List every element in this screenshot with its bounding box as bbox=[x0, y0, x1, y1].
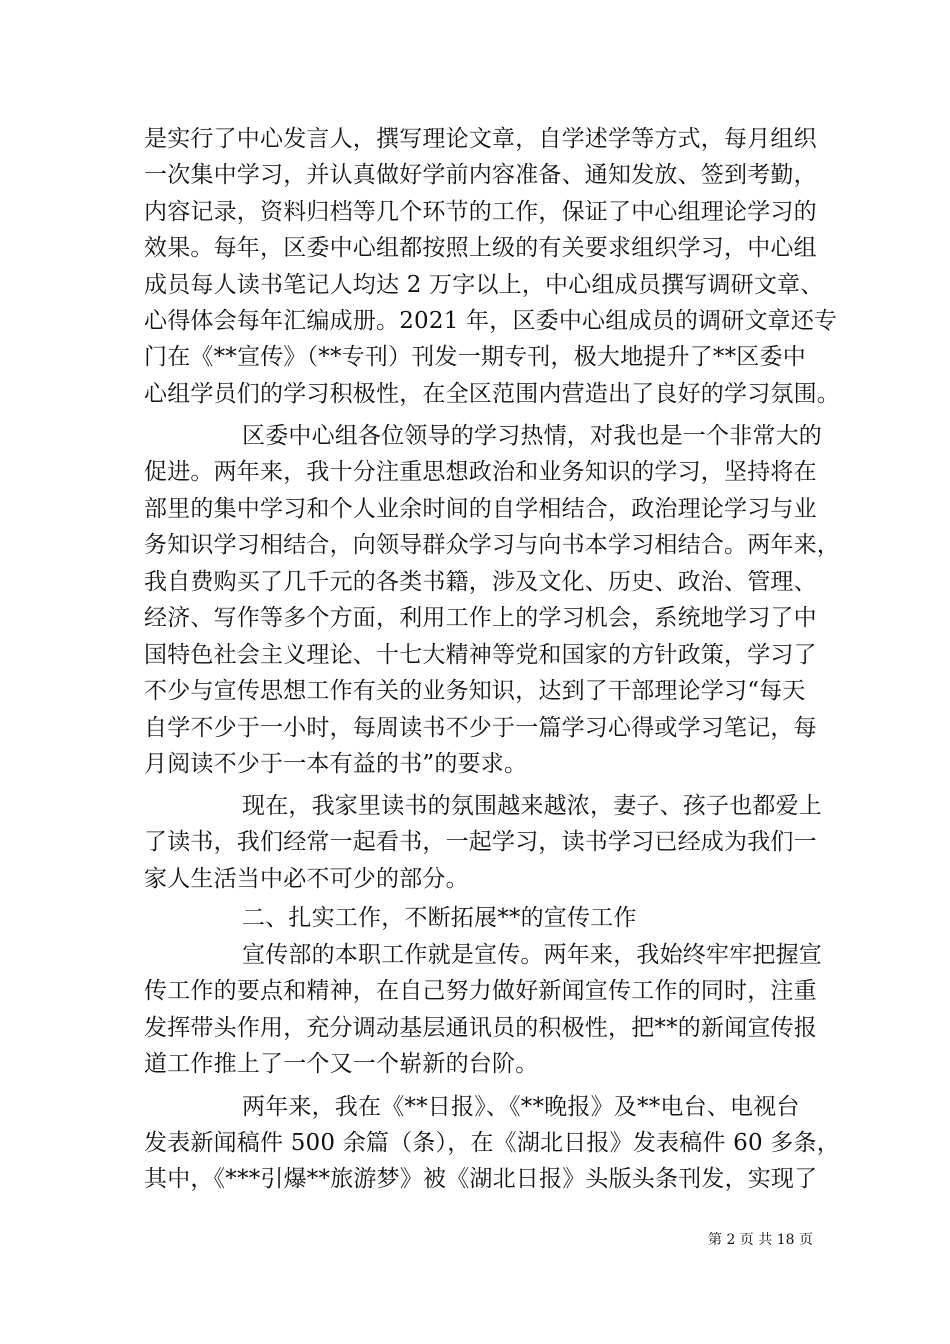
paragraph-first-line: 宣传部的本职工作就是宣传。两年来，我始终牢牢把握宣 bbox=[242, 942, 822, 968]
text-line: 其中，《***引爆**旅游梦》被《湖北日报》头版头条刊发，实现了 bbox=[144, 1166, 818, 1192]
text-line: 自学不少于一小时，每周读书不少于一篇学习心得或学习笔记，每 bbox=[144, 715, 817, 741]
text-line: 了读书，我们经常一起看书，一起学习，读书学习已经成为我们一 bbox=[144, 829, 817, 855]
text-line: 心组学员们的学习积极性，在全区范围内营造出了良好的学习氛围。 bbox=[144, 381, 840, 407]
text-line: 发表新闻稿件 500 余篇（条），在《湖北日报》发表稿件 60 多条， bbox=[144, 1130, 840, 1156]
text-line: 效果。每年，区委中心组都按照上级的有关要求组织学习，中心组 bbox=[144, 235, 817, 261]
text-line: 国特色社会主义理论、十七大精神等党和国家的方针政策，学习了 bbox=[144, 642, 817, 668]
text-line: 不少与宣传思想工作有关的业务知识，达到了干部理论学习“每天 bbox=[144, 678, 806, 704]
text-line: 内容记录，资料归档等几个环节的工作，保证了中心组理论学习的 bbox=[144, 199, 817, 225]
text-line: 一次集中学习，并认真做好学前内容准备、通知发放、签到考勤， bbox=[144, 162, 817, 188]
paragraph-first-line: 现在，我家里读书的氛围越来越浓，妻子、孩子也都爱上 bbox=[242, 793, 822, 819]
text-line: 家人生活当中必不可少的部分。 bbox=[144, 866, 469, 892]
text-line: 月阅读不少于一本有益的书”的要求。 bbox=[144, 751, 528, 777]
section-heading: 二、扎实工作，不断拓展**的宣传工作 bbox=[242, 905, 637, 931]
text-line: 部里的集中学习和个人业余时间的自学相结合，政治理论学习与业 bbox=[144, 496, 817, 522]
text-line: 道工作推上了一个又一个崭新的台阶。 bbox=[144, 1051, 539, 1077]
text-line: 是实行了中心发言人，撰写理论文章，自学述学等方式，每月组织 bbox=[144, 126, 817, 152]
text-line: 经济、写作等多个方面，利用工作上的学习机会，系统地学习了中 bbox=[144, 605, 817, 631]
text-line: 促进。两年来，我十分注重思想政治和业务知识的学习，坚持将在 bbox=[144, 459, 817, 485]
text-line: 心得体会每年汇编成册。2021 年，区委中心组成员的调研文章还专 bbox=[144, 308, 838, 334]
text-line: 发挥带头作用，充分调动基层通讯员的积极性，把**的新闻宣传报 bbox=[144, 1015, 817, 1041]
text-line: 门在《**宣传》（**专刊）刊发一期专刊，极大地提升了**区委中 bbox=[144, 344, 806, 370]
text-line: 成员每人读书笔记人均达 2 万字以上，中心组成员撰写调研文章、 bbox=[144, 272, 824, 298]
text-line: 传工作的要点和精神，在自己努力做好新闻宣传工作的同时，注重 bbox=[144, 978, 817, 1004]
text-line: 务知识学习相结合，向领导群众学习与向书本学习相结合。两年来， bbox=[144, 532, 840, 558]
page-footer: 第 2 页 共 18 页 bbox=[708, 1232, 813, 1248]
text-line: 我自费购买了几千元的各类书籍，涉及文化、历史、政治、管理、 bbox=[144, 569, 817, 595]
paragraph-first-line: 区委中心组各位领导的学习热情，对我也是一个非常大的 bbox=[242, 423, 822, 449]
paragraph-first-line: 两年来，我在《**日报》、《**晚报》及**电台、电视台 bbox=[242, 1094, 800, 1120]
